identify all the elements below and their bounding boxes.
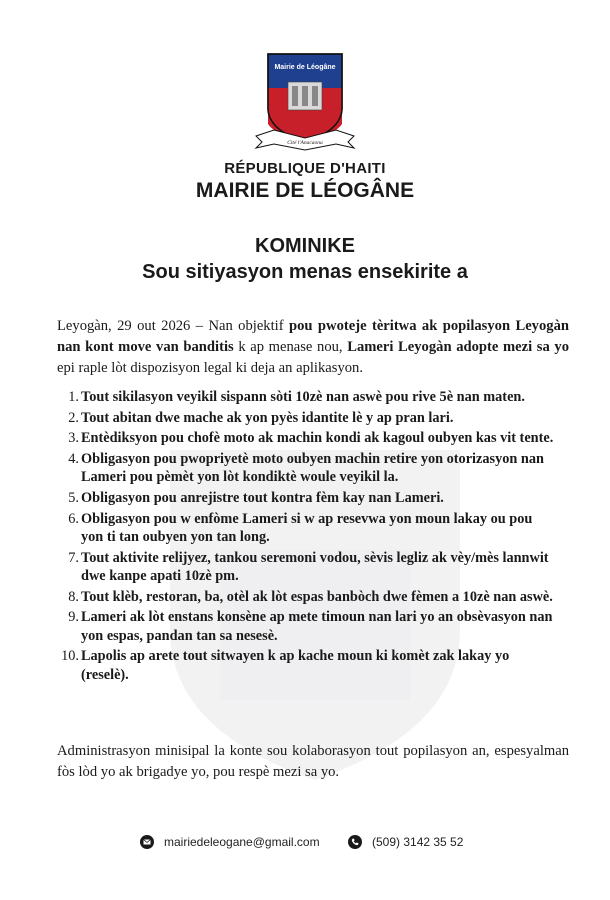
list-item [57,588,557,606]
item-text: Tout aktivite relijyez, tankou seremoni vodou, sèvis legliz ak vèy/mès lannwit dwe kanpe apati 10zè pm. [81,549,549,585]
item-number: 3. [68,430,79,447]
logo-top-text: Mairie de Léogâne [274,64,336,71]
list-item [57,489,557,507]
intro-text-1: Leyogàn, 29 out 2026 – Nan objektif [57,318,289,334]
item-text: Tout klèb, restoran, ba, otèl ak lòt espas banbòch dwe fèmen a 10zè nan aswè. [81,588,553,605]
communique-title: KOMINIKE [255,235,355,257]
item-number: 2. [68,409,79,426]
intro-bold-2: Lameri Leyogàn adopte mezi sa yo [347,339,569,355]
email-text[interactable]: mairiedeleogane@gmail.com [164,835,320,849]
communique-subject: Sou sitiyasyon menas ensekirite a [142,261,468,283]
email-icon [140,835,154,849]
phone-text[interactable]: (509) 3142 35 52 [372,835,464,849]
item-text: Entèdiksyon pou chofè moto ak machin kondi ak kagoul oubyen kas vit tente. [81,430,554,447]
list-item [57,450,557,487]
item-number: 4. [68,451,79,468]
email-contact[interactable] [140,835,320,849]
item-number: 9. [68,609,79,626]
item-text: Obligasyon pou anrejistre tout kontra fèm kay nan Lameri. [81,490,444,507]
list-item [57,510,557,547]
item-number: 8. [68,588,79,605]
item-text: Obligasyon pou w enfòme Lameri si w ap resevwa yon moun lakay ou pou yon ti tan oubyen yon tan long. [81,510,533,546]
item-number: 5. [68,490,79,507]
item-text: Lameri ak lòt enstans konsène ap mete timoun nan lari yo an obsèvasyon nan yon espas, pandan tan sa nesesè. [81,609,553,644]
item-text: Tout abitan dwe mache ak yon pyès idantite lè y ap pran lari. [81,409,454,426]
footer-contacts [140,835,480,855]
list-item [57,647,557,684]
intro-text-3: epi raple lòt dispozisyon legal ki deja an aplikasyon. [57,360,363,376]
list-item [57,429,557,447]
measures-list [57,388,557,686]
phone-contact[interactable] [348,835,463,849]
item-number: 6. [68,510,79,527]
item-text: Tout sikilasyon veyikil sispann sòti 10zè nan aswè pou rive 5è nan maten. [81,389,525,405]
item-number: 10. [61,648,79,665]
intro-text-2: k ap menase nou, [233,339,348,355]
list-item [57,608,557,645]
item-text: Lapolis ap arete tout sitwayen k ap kache moun ki komèt zak lakay yo (reselè). [81,648,510,683]
mairie-logo [252,50,358,154]
item-number: 1. [68,389,79,405]
closing-paragraph: Administrasyon minisipal la konte sou kolaborasyon tout popilasyon an, espesyalman fòs lòd yo ak brigadye yo, pou respè mezi sa yo. [57,743,569,780]
item-number: 7. [68,549,79,566]
item-text: Obligasyon pou pwopriyetè moto oubyen machin retire yon otorizasyon nan Lameri pou pèmèt yon lòt kondiktè woule veyikil la. [81,451,544,486]
phone-icon [348,835,362,849]
list-item [57,388,557,406]
list-item [57,549,557,586]
list-item [57,409,557,427]
logo-ribbon-text: Cité l'Anacaona [287,140,323,146]
intro-bold-1: pou pwoteje tèritwa ak popilasyon Leyogàn nan kont move van banditis [57,318,569,355]
intro-paragraph [57,316,569,379]
mairie-heading: MAIRIE DE LÉOGÂNE [195,179,415,202]
republic-heading: RÉPUBLIQUE D'HAITI [224,160,386,177]
